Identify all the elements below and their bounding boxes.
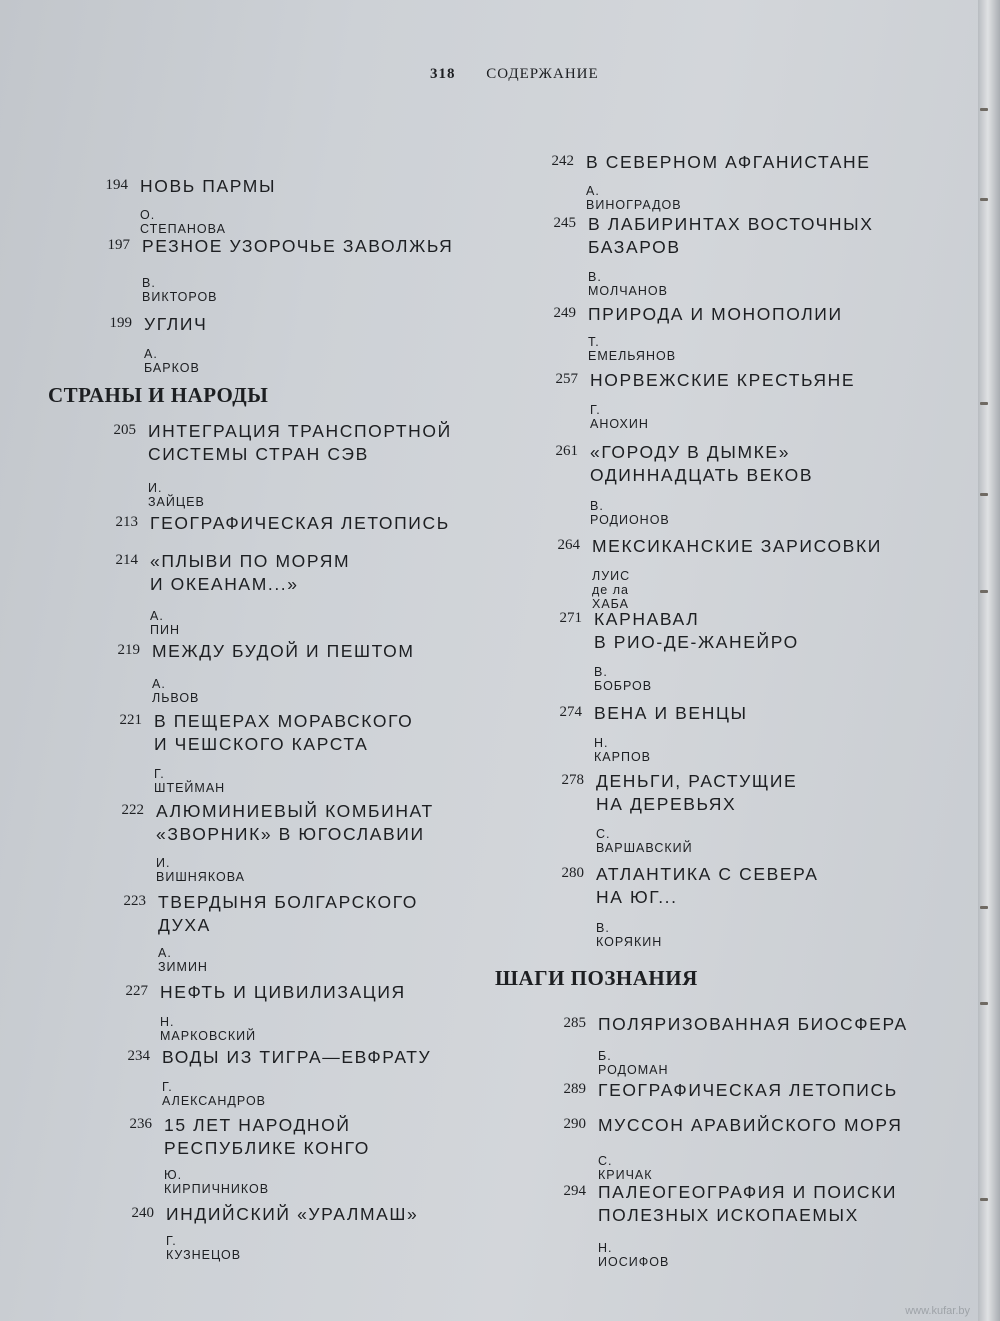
page-number: 318	[430, 66, 456, 82]
entry-title: ТВЕРДЫНЯ БОЛГАРСКОГО ДУХА	[158, 892, 419, 935]
entry-author: Г. ШТЕЙМАН	[154, 767, 226, 795]
entry-title: МЕЖДУ БУДОЙ И ПЕШТОМ	[152, 641, 415, 661]
entry-author: Н. МАРКОВСКИЙ	[160, 1015, 257, 1043]
entry-author: В. ВИКТОРОВ	[142, 276, 218, 304]
binding-stitch	[980, 108, 988, 111]
entry-page-number: 261	[555, 443, 578, 459]
entry-author: А. ПИН	[150, 609, 180, 637]
entry-title: РЕЗНОЕ УЗОРОЧЬЕ ЗАВОЛЖЬЯ	[142, 236, 454, 256]
entry-page-number: 285	[563, 1015, 586, 1031]
entry-page-number: 294	[563, 1183, 586, 1199]
entry-title: УГЛИЧ	[144, 314, 208, 334]
entry-author: Н. ИОСИФОВ	[598, 1241, 670, 1269]
entry-author: Г. КУЗНЕЦОВ	[166, 1234, 242, 1262]
entry-title: ГЕОГРАФИЧЕСКАЯ ЛЕТОПИСЬ	[150, 513, 450, 533]
binding-stitch	[980, 402, 988, 405]
entry-title: АТЛАНТИКА С СЕВЕРА НА ЮГ...	[596, 864, 819, 907]
entry-title: ВОДЫ ИЗ ТИГРА—ЕВФРАТУ	[162, 1047, 432, 1067]
binding-stitch	[980, 493, 988, 496]
entry-title: В ПЕЩЕРАХ МОРАВСКОГО И ЧЕШСКОГО КАРСТА	[154, 711, 414, 754]
entry-page-number: 245	[553, 215, 576, 231]
entry-page-number: 205	[113, 422, 136, 438]
entry-page-number: 271	[559, 610, 582, 626]
entry-author: Б. РОДОМАН	[598, 1049, 669, 1077]
entry-page-number: 199	[109, 315, 132, 331]
entry-author: И. ЗАЙЦЕВ	[148, 481, 205, 509]
entry-title: В ЛАБИРИНТАХ ВОСТОЧНЫХ БАЗАРОВ	[588, 214, 874, 257]
entry-author: Т. ЕМЕЛЬЯНОВ	[588, 335, 677, 363]
entry-author: А. ЗИМИН	[158, 946, 208, 974]
entry-page-number: 289	[563, 1081, 586, 1097]
entry-page-number: 240	[131, 1205, 154, 1221]
entry-author: В. КОРЯКИН	[596, 921, 663, 949]
entry-page-number: 219	[117, 642, 140, 658]
entry-page-number: 274	[559, 704, 582, 720]
entry-title: НОРВЕЖСКИЕ КРЕСТЬЯНЕ	[590, 370, 856, 390]
entry-title: КАРНАВАЛ В РИО-ДЕ-ЖАНЕЙРО	[594, 609, 799, 652]
entry-title: ПРИРОДА И МОНОПОЛИИ	[588, 304, 843, 324]
entry-author: С. ВАРШАВСКИЙ	[596, 827, 693, 855]
book-spine-edge	[978, 0, 1000, 1321]
entry-title: ПОЛЯРИЗОВАННАЯ БИОСФЕРА	[598, 1014, 908, 1034]
entry-title: 15 ЛЕТ НАРОДНОЙ РЕСПУБЛИКЕ КОНГО	[164, 1115, 370, 1158]
entry-title: АЛЮМИНИЕВЫЙ КОМБИНАТ «ЗВОРНИК» В ЮГОСЛАВИИ	[156, 801, 434, 844]
running-header	[430, 66, 599, 83]
entry-page-number: 197	[107, 237, 130, 253]
binding-stitch	[980, 906, 988, 909]
entry-title: ПАЛЕОГЕОГРАФИЯ И ПОИСКИ ПОЛЕЗНЫХ ИСКОПАЕМЫХ	[598, 1182, 898, 1225]
entry-page-number: 223	[123, 893, 146, 909]
entry-title: «ГОРОДУ В ДЫМКЕ» ОДИННАДЦАТЬ ВЕКОВ	[590, 442, 814, 485]
section-heading-knowledge: ШАГИ ПОЗНАНИЯ	[495, 966, 698, 990]
entry-author: С. КРИЧАК	[598, 1154, 653, 1182]
entry-title: ДЕНЬГИ, РАСТУЩИЕ НА ДЕРЕВЬЯХ	[596, 771, 798, 814]
entry-author: ЛУИС де ла ХАБА	[592, 569, 631, 611]
entry-page-number: 278	[561, 772, 584, 788]
binding-stitch	[980, 198, 988, 201]
entry-author: Ю. КИРПИЧНИКОВ	[164, 1168, 270, 1196]
entry-page-number: 234	[127, 1048, 150, 1064]
entry-author: Н. КАРПОВ	[594, 736, 652, 764]
entry-page-number: 264	[557, 537, 580, 553]
entry-title: В СЕВЕРНОМ АФГАНИСТАНЕ	[586, 152, 871, 172]
entry-author: Г. АНОХИН	[590, 403, 649, 431]
entry-author: И. ВИШНЯКОВА	[156, 856, 245, 884]
entry-page-number: 222	[121, 802, 144, 818]
entry-author: В. БОБРОВ	[594, 665, 653, 693]
entry-page-number: 257	[555, 371, 578, 387]
entry-title: ВЕНА И ВЕНЦЫ	[594, 703, 748, 723]
entry-page-number: 290	[563, 1116, 586, 1132]
entry-page-number: 236	[129, 1116, 152, 1132]
entry-page-number: 227	[125, 983, 148, 999]
entry-page-number: 280	[561, 865, 584, 881]
entry-page-number: 194	[105, 177, 128, 193]
entry-author: Г. АЛЕКСАНДРОВ	[162, 1080, 266, 1108]
entry-author: А. БАРКОВ	[144, 347, 200, 375]
entry-page-number: 214	[115, 552, 138, 568]
binding-stitch	[980, 1002, 988, 1005]
entry-author: О. СТЕПАНОВА	[140, 208, 226, 236]
entry-page-number: 249	[553, 305, 576, 321]
entry-author: В. МОЛЧАНОВ	[588, 270, 668, 298]
entry-title: «ПЛЫВИ ПО МОРЯМ И ОКЕАНАМ...»	[150, 551, 351, 594]
entry-title: ИНДИЙСКИЙ «УРАЛМАШ»	[166, 1204, 419, 1224]
entry-page-number: 213	[115, 514, 138, 530]
entry-author: А. ЛЬВОВ	[152, 677, 200, 705]
entry-title: ГЕОГРАФИЧЕСКАЯ ЛЕТОПИСЬ	[598, 1080, 898, 1100]
page-title: СОДЕРЖАНИЕ	[486, 66, 599, 82]
watermark: www.kufar.by	[905, 1305, 970, 1317]
entry-author: В. РОДИОНОВ	[590, 499, 670, 527]
section-heading-countries: СТРАНЫ И НАРОДЫ	[48, 383, 269, 407]
entry-title: МУССОН АРАВИЙСКОГО МОРЯ	[598, 1115, 903, 1135]
entry-title: НОВЬ ПАРМЫ	[140, 176, 277, 196]
entry-title: МЕКСИКАНСКИЕ ЗАРИСОВКИ	[592, 536, 882, 556]
entry-page-number: 221	[119, 712, 142, 728]
entry-author: А. ВИНОГРАДОВ	[586, 184, 682, 212]
entry-page-number: 242	[551, 153, 574, 169]
binding-stitch	[980, 590, 988, 593]
entry-title: ИНТЕГРАЦИЯ ТРАНСПОРТНОЙ СИСТЕМЫ СТРАН СЭВ	[148, 421, 452, 464]
binding-stitch	[980, 1198, 988, 1201]
entry-title: НЕФТЬ И ЦИВИЛИЗАЦИЯ	[160, 982, 406, 1002]
